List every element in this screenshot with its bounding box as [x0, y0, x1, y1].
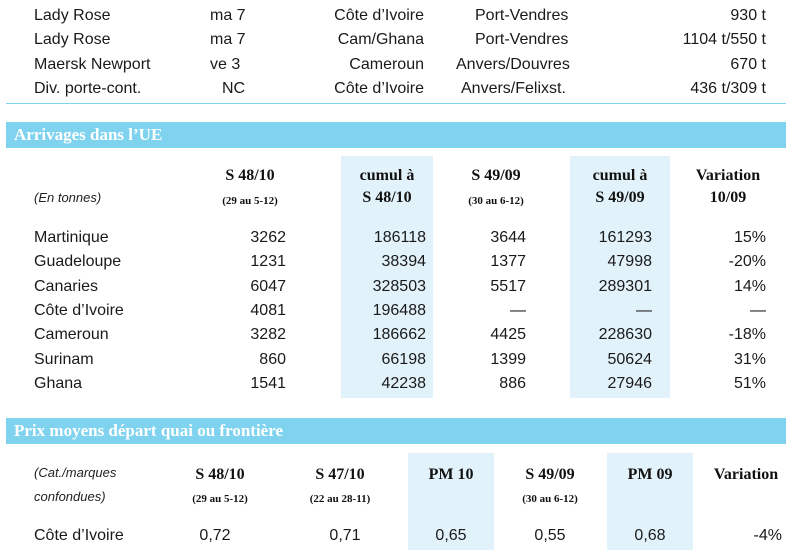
price-header-s48-dates: (29 au 5-12): [192, 493, 248, 505]
price-cell-s48: 0,72: [199, 527, 231, 544]
price-note-l1: (Cat./marques: [34, 465, 117, 480]
ship-port: Port-Vendres: [475, 7, 569, 24]
cell-s49: —: [510, 302, 526, 319]
price-header-variation: Variation: [713, 466, 779, 483]
cell-s48: 6047: [250, 278, 286, 295]
row-label: Surinam: [34, 351, 94, 368]
cell-variation: 14%: [733, 278, 766, 295]
ship-port: Anvers/Felixst.: [461, 80, 566, 97]
arrivals-title-band: [6, 122, 786, 148]
ship-name: Lady Rose: [34, 31, 111, 48]
cell-cumul48: 66198: [381, 351, 426, 368]
price-header-s47: S 47/10: [315, 466, 365, 483]
price-header-s47-dates: (22 au 28-11): [309, 493, 371, 505]
header-cumul49-l1: cumul à: [592, 167, 648, 184]
ship-qty: 1104 t/550 t: [682, 31, 766, 48]
ship-port: Port-Vendres: [475, 31, 569, 48]
cell-s48: 3282: [250, 326, 286, 343]
cell-variation: 31%: [733, 351, 766, 368]
ship-origin: Côte d’Ivoire: [334, 80, 424, 97]
cell-s49: 886: [499, 375, 526, 392]
ship-origin: Cam/Ghana: [337, 31, 424, 48]
ship-date: ma 7: [210, 31, 246, 48]
header-cumul49-l2: S 49/09: [595, 189, 645, 206]
cell-cumul48: 42238: [381, 375, 426, 392]
prices-title-band: [6, 418, 786, 444]
row-label: Cameroun: [34, 326, 109, 343]
ship-name: Div. porte-cont.: [34, 80, 142, 97]
cell-s48: 860: [259, 351, 286, 368]
price-cell-pm09: 0,68: [634, 527, 666, 544]
ship-date: ma 7: [210, 7, 246, 24]
ship-port: Anvers/Douvres: [456, 56, 570, 73]
ship-qty: 930 t: [730, 7, 766, 24]
cell-s48: 3262: [250, 229, 286, 246]
unit-note: (En tonnes): [34, 190, 102, 205]
ship-date: ve 3: [210, 56, 241, 73]
header-cumul48-l2: S 48/10: [362, 189, 412, 206]
price-cell-variation: -4%: [753, 527, 782, 544]
cell-variation: -20%: [728, 253, 766, 270]
cell-s48: 4081: [250, 302, 286, 319]
section-divider: [6, 103, 786, 104]
header-s49: S 49/09: [471, 167, 521, 184]
cell-s49: 1399: [490, 351, 526, 368]
cell-cumul49: —: [636, 302, 652, 319]
cell-variation: 51%: [733, 375, 766, 392]
header-variation-l1: Variation: [695, 167, 761, 184]
header-s49-dates: (30 au 6-12): [468, 195, 524, 207]
ship-origin: Côte d’Ivoire: [334, 7, 424, 24]
cell-cumul49: 289301: [598, 278, 652, 295]
cell-cumul49: 27946: [607, 375, 652, 392]
ship-name: Lady Rose: [34, 7, 111, 24]
price-note-l2: confondues): [34, 489, 106, 504]
arrivals-title: Arrivages dans l’UE: [14, 125, 163, 144]
price-cell-s49: 0,55: [534, 527, 566, 544]
cell-s49: 4425: [490, 326, 526, 343]
price-header-s49-dates: (30 au 6-12): [522, 493, 578, 505]
price-cell-pm10: 0,65: [435, 527, 467, 544]
cell-cumul48: 186118: [373, 229, 426, 246]
price-header-pm09: PM 09: [627, 466, 673, 483]
cell-s48: 1541: [250, 375, 286, 392]
cell-variation: -18%: [728, 326, 766, 343]
cell-cumul49: 161293: [598, 229, 652, 246]
row-label: Côte d’Ivoire: [34, 527, 124, 544]
row-label: Martinique: [34, 229, 109, 246]
price-header-s48: S 48/10: [195, 466, 245, 483]
ship-name: Maersk Newport: [34, 56, 151, 73]
header-variation-l2: 10/09: [709, 189, 747, 206]
prices-title: Prix moyens départ quai ou frontière: [14, 421, 283, 440]
cell-cumul48: 328503: [372, 278, 426, 295]
cell-cumul49: 47998: [607, 253, 652, 270]
ship-qty: 436 t/309 t: [690, 80, 766, 97]
price-header-s49: S 49/09: [525, 466, 575, 483]
price-cell-s47: 0,71: [329, 527, 361, 544]
row-label: Guadeloupe: [34, 253, 122, 270]
header-s48: S 48/10: [225, 167, 275, 184]
price-header-pm10: PM 10: [428, 466, 474, 483]
cell-cumul49: 228630: [598, 326, 652, 343]
cell-s49: 3644: [490, 229, 526, 246]
header-s48-dates: (29 au 5-12): [222, 195, 278, 207]
cell-variation: 15%: [733, 229, 766, 246]
ship-qty: 670 t: [730, 56, 766, 73]
row-label: Côte d’Ivoire: [34, 302, 124, 319]
cell-s48: 1231: [250, 253, 286, 270]
cell-s49: 1377: [490, 253, 526, 270]
ship-origin: Cameroun: [349, 56, 424, 73]
cell-cumul48: 186662: [372, 326, 426, 343]
cell-cumul48: 196488: [372, 302, 426, 319]
cell-cumul48: 38394: [381, 253, 426, 270]
ship-date: NC: [222, 80, 246, 97]
row-label: Ghana: [34, 375, 83, 392]
cell-s49: 5517: [490, 278, 526, 295]
row-label: Canaries: [34, 278, 99, 295]
header-cumul48-l1: cumul à: [359, 167, 415, 184]
cell-cumul49: 50624: [607, 351, 652, 368]
cell-variation: —: [750, 302, 766, 319]
